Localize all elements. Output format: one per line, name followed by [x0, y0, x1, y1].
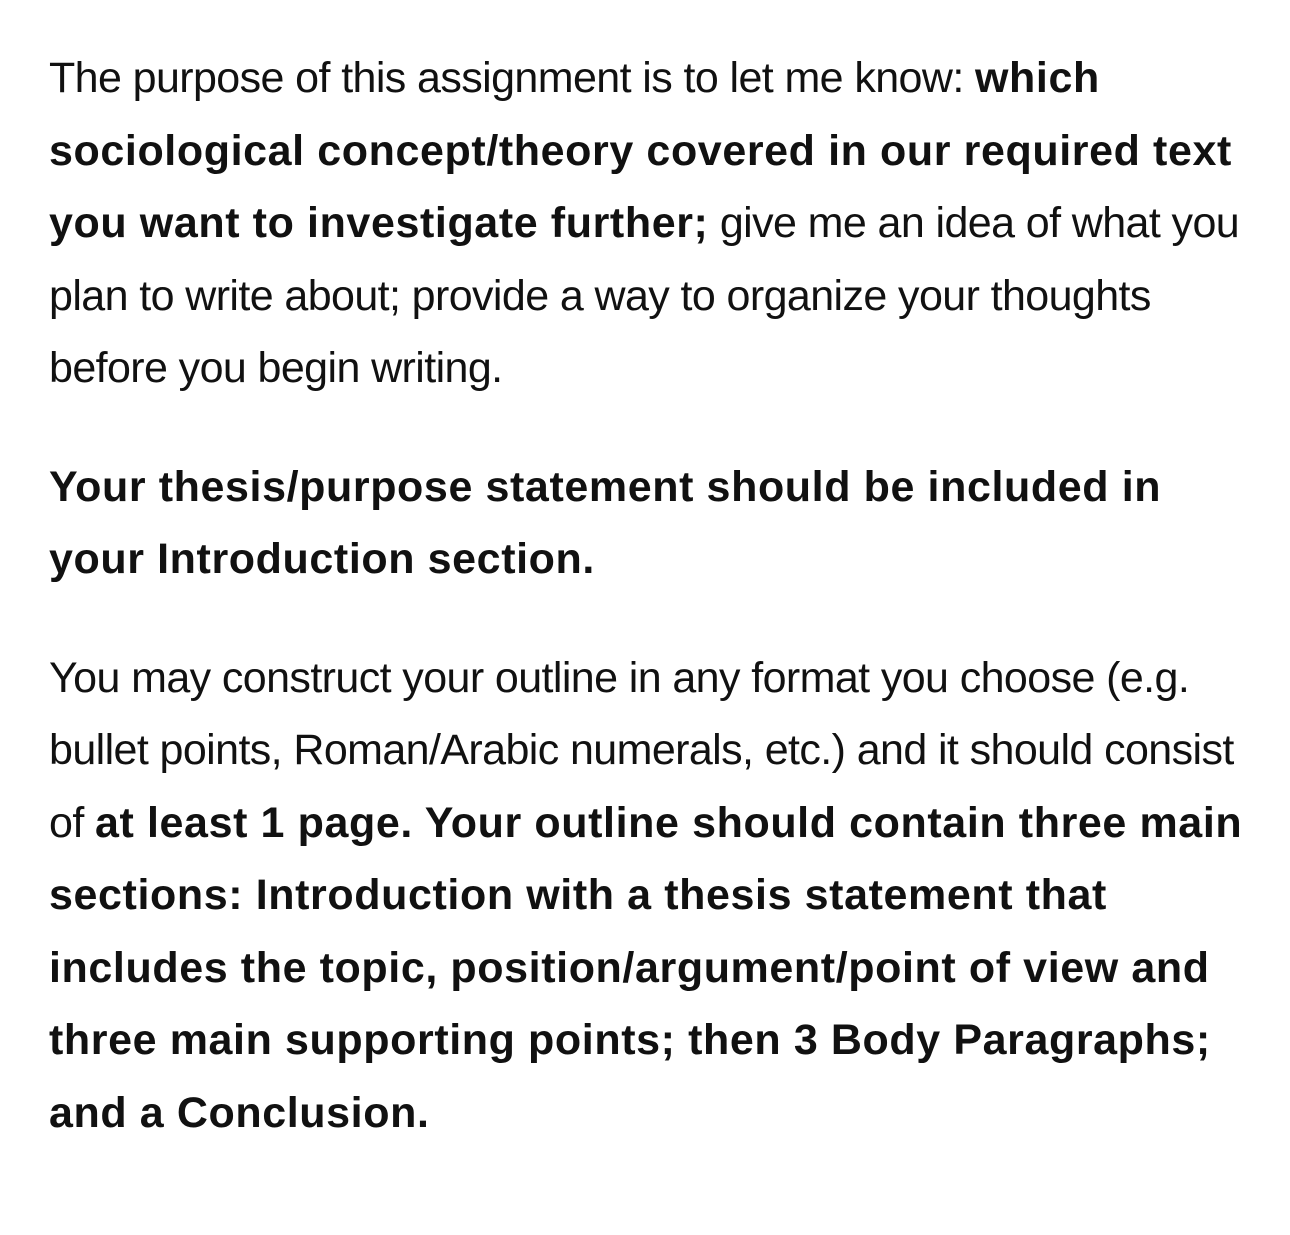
outline-format-text: You may construct your outline in any format you choose (e.g. bullet points, Roman/Arabic numerals, etc.) and it should consist of: [49, 653, 1234, 847]
purpose-paragraph: [49, 42, 1250, 405]
assignment-instructions: [49, 42, 1250, 1149]
purpose-closing-text: give me an idea of what you plan to write about; provide a way to organize your thoughts before you begin writing.: [49, 199, 1240, 392]
outline-paragraph: [49, 642, 1250, 1150]
outline-requirements-text: at least 1 page. Your outline should contain three main sections: Introduction with a thesis statement that includes the topic, position/argument/point of view and three main supporting points; then 3 Body Paragraphs; and a Conclusion.: [49, 798, 1243, 1137]
purpose-emphasis-text: which sociological concept/theory covered in our required text you want to investigate further;: [49, 54, 1232, 247]
purpose-intro-text: The purpose of this assignment is to let me know:: [49, 54, 976, 102]
thesis-statement-text: Your thesis/purpose statement should be included in your Introduction section.: [49, 462, 1162, 583]
thesis-paragraph: [49, 451, 1250, 596]
